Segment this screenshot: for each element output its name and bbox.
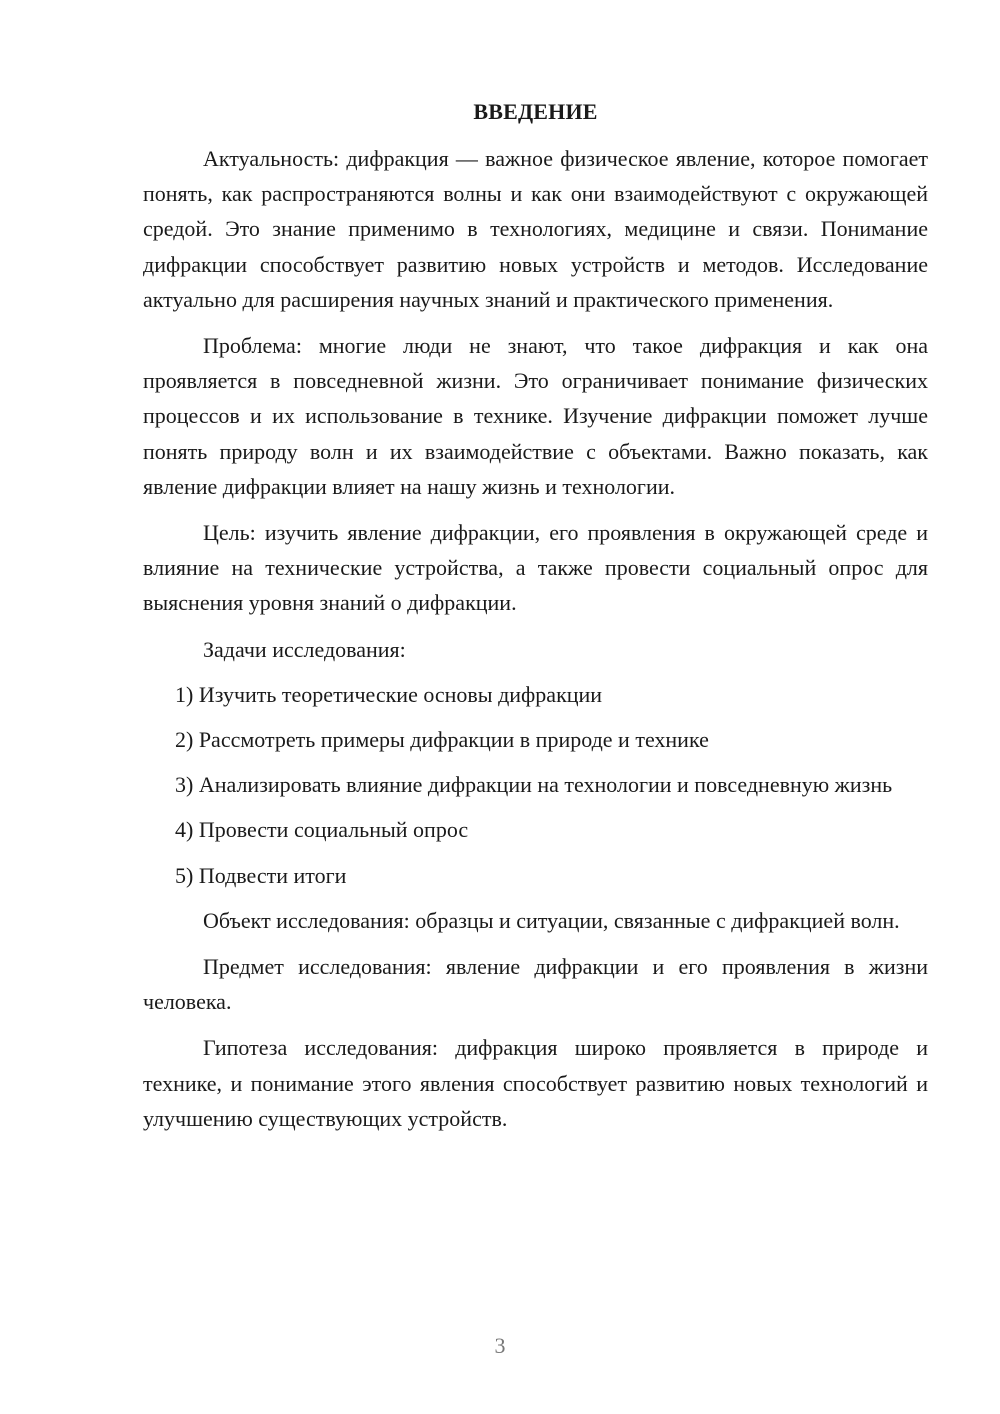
- goal-paragraph: Цель: изучить явление дифракции, его проявления в окружающей среде и влияние на технические устройства, а также провести социальный опрос для выяснения уровня знаний о дифракции.: [143, 520, 928, 616]
- problem-paragraph: Проблема: многие люди не знают, что такое дифракция и как она проявляется в повседневной жизни. Это ограничивает понимание физических процессов и их использование в технике. Изучение дифракции поможет лучше понять природу волн и их взаимодействие с объектами. Важно показать, как явление дифракции влияет на нашу жизнь и технологии.: [143, 333, 928, 499]
- tasks-list: [143, 677, 928, 893]
- task-item: 5) Подвести итоги: [175, 862, 347, 888]
- task-item: 3) Анализировать влияние дифракции на технологии и повседневную жизнь: [175, 772, 893, 798]
- subject-paragraph: Предмет исследования: явление дифракции и его проявления в жизни человека.: [143, 954, 928, 1015]
- task-item: 4) Провести социальный опрос: [175, 817, 469, 843]
- relevance-paragraph: Актуальность: дифракция — важное физическое явление, которое помогает понять, как распространяются волны и как они взаимодействуют с окружающей средой. Это знание применимо в технологиях, медицине и связи. Понимание дифракции способствует развитию новых устройств и методов. Исследование актуально для расширения научных знаний и практического применения.: [143, 146, 928, 312]
- page-number: 3: [494, 1333, 506, 1358]
- object-paragraph: Объект исследования: образцы и ситуации, связанные с дифракцией волн.: [203, 907, 900, 933]
- document-page: [143, 94, 928, 1147]
- section-title: ВВЕДЕНИЕ: [473, 99, 598, 124]
- task-item: 2) Рассмотреть примеры дифракции в природе и технике: [175, 727, 709, 753]
- hypothesis-paragraph: Гипотеза исследования: дифракция широко проявляется в природе и технике, и понимание этого явления способствует развитию новых технологий и улучшению существующих устройств.: [143, 1035, 928, 1131]
- task-item: 1) Изучить теоретические основы дифракции: [175, 681, 603, 707]
- tasks-heading: Задачи исследования:: [203, 636, 406, 662]
